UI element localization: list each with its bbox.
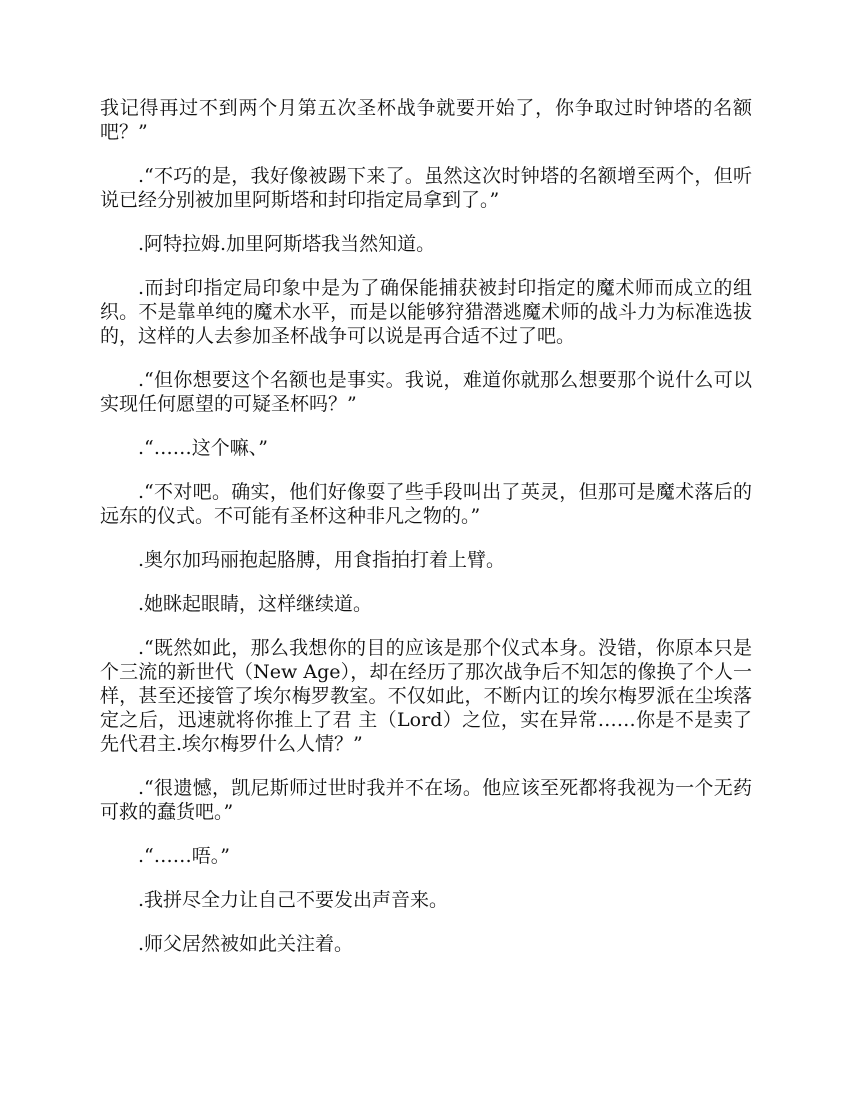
text-body bbox=[100, 96, 752, 976]
paragraph: .“不巧的是，我好像被踢下来了。虽然这次时钟塔的名额增至两个，但听说已经分别被加里阿斯塔和封印指定局拿到了。” bbox=[100, 165, 752, 211]
paragraph: .“很遗憾，凯尼斯师过世时我并不在场。他应该至死都将我视为一个无药可救的蠢货吧。” bbox=[100, 777, 752, 823]
paragraph: 我记得再过不到两个月第五次圣杯战争就要开始了，你争取过时钟塔的名额吧？” bbox=[100, 97, 752, 143]
paragraph: .阿特拉姆.加里阿斯塔我当然知道。 bbox=[138, 233, 436, 255]
paragraph: .她眯起眼睛，这样继续道。 bbox=[138, 593, 373, 615]
paragraph: .奥尔加玛丽抱起胳膊，用食指拍打着上臂。 bbox=[138, 549, 506, 571]
paragraph: .“不对吧。确实，他们好像耍了些手段叫出了英灵，但那可是魔术落后的远东的仪式。不可能有圣杯这种非凡之物的。” bbox=[100, 481, 752, 527]
paragraph: .而封印指定局印象中是为了确保能捕获被封印指定的魔术师而成立的组织。不是靠单纯的魔术水平，而是以能够狩猎潜逃魔术师的战斗力为标准选拔的，这样的人去参加圣杯战争可以说是再合适不过了吧。 bbox=[100, 277, 752, 347]
paragraph: .师父居然被如此关注着。 bbox=[138, 933, 354, 955]
paragraph: .“……这个嘛、” bbox=[138, 437, 268, 459]
paragraph: .我拼尽全力让自己不要发出声音来。 bbox=[138, 889, 449, 911]
paragraph: .“……唔。” bbox=[138, 845, 230, 867]
paragraph: .“既然如此，那么我想你的目的应该是那个仪式本身。没错，你原本只是个三流的新世代（New Age），却在经历了那次战争后不知怎的像换了个人一样，甚至还接管了埃尔梅罗教室。不仅如此，不断内讧的埃尔梅罗派在尘埃落定之后，迅速就将你推上了君 主（Lord）之位，实在异常……你是不是卖了先代君主.埃尔梅罗什么人情？” bbox=[100, 637, 752, 755]
paragraph: .“但你想要这个名额也是事实。我说，难道你就那么想要那个说什么可以实现任何愿望的可疑圣杯吗？” bbox=[100, 369, 752, 415]
